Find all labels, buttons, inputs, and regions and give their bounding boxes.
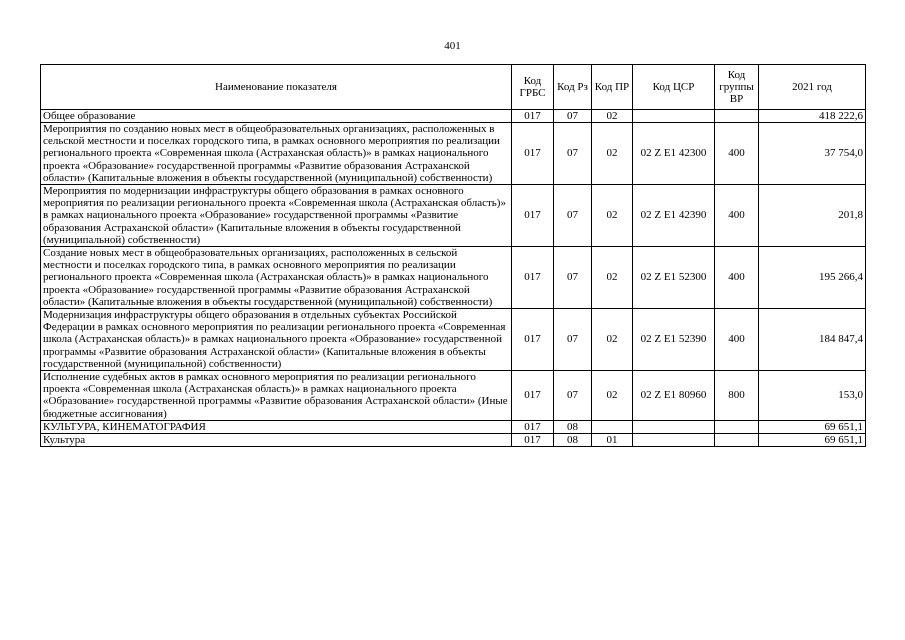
cell-rz: 07 [554, 185, 592, 247]
cell-name: Создание новых мест в общеобразовательных организациях, расположенных в сельской местности и поселках городского типа, в рамках основного мероприятия по реализации регионального проекта «Современная школа (Астраханская область)» в рамках национального проекта «Образование» государственной программы «Развитие образования Астраханской области» (Капитальные вложения в объекты государственной (муниципальной) собственности) [41, 247, 512, 309]
cell-name: КУЛЬТУРА, КИНЕМАТОГРАФИЯ [41, 420, 512, 433]
cell-vr: 400 [715, 185, 759, 247]
table-row [41, 110, 866, 123]
cell-amount: 37 754,0 [759, 123, 866, 185]
cell-amount: 418 222,6 [759, 110, 866, 123]
cell-csr: 02 Z E1 42390 [633, 185, 715, 247]
cell-amount: 153,0 [759, 371, 866, 421]
cell-csr [633, 433, 715, 446]
cell-amount: 195 266,4 [759, 247, 866, 309]
table-row [41, 371, 866, 421]
cell-rz: 07 [554, 123, 592, 185]
table-row [41, 433, 866, 446]
cell-rz: 07 [554, 110, 592, 123]
page-number: 401 [444, 40, 461, 52]
cell-rz: 08 [554, 433, 592, 446]
cell-grbs: 017 [512, 185, 554, 247]
cell-amount: 184 847,4 [759, 309, 866, 371]
cell-csr [633, 110, 715, 123]
table-row [41, 309, 866, 371]
cell-pr: 02 [592, 110, 633, 123]
header-csr: Код ЦСР [633, 65, 715, 110]
table-row [41, 247, 866, 309]
cell-vr [715, 110, 759, 123]
cell-name: Общее образование [41, 110, 512, 123]
cell-csr: 02 Z E1 52300 [633, 247, 715, 309]
cell-csr [633, 420, 715, 433]
table-row [41, 185, 866, 247]
budget-table [40, 64, 866, 447]
cell-grbs: 017 [512, 123, 554, 185]
cell-csr: 02 Z E1 42300 [633, 123, 715, 185]
cell-pr: 01 [592, 433, 633, 446]
cell-vr: 400 [715, 123, 759, 185]
cell-amount: 201,8 [759, 185, 866, 247]
cell-rz: 07 [554, 309, 592, 371]
cell-csr: 02 Z E1 52390 [633, 309, 715, 371]
cell-name: Культура [41, 433, 512, 446]
cell-vr [715, 420, 759, 433]
cell-name: Модернизация инфраструктуры общего образования в отдельных субъектах Российской Федерации в рамках основного мероприятия по реализации регионального проекта «Современная школа (Астраханская область)» в рамках национального проекта «Образование» государственной программы «Развитие образования Астраханской области» (Капитальные вложения в объекты государственной (муниципальной) собственности) [41, 309, 512, 371]
cell-grbs: 017 [512, 309, 554, 371]
cell-grbs: 017 [512, 420, 554, 433]
cell-name: Исполнение судебных актов в рамках основного мероприятия по реализации регионального проекта «Современная школа (Астраханская область)» в рамках национального проекта «Образование» государственной программы «Развитие образования Астраханской области» (Иные бюджетные ассигнования) [41, 371, 512, 421]
header-grbs: Код ГРБС [512, 65, 554, 110]
cell-pr: 02 [592, 309, 633, 371]
cell-pr [592, 420, 633, 433]
cell-grbs: 017 [512, 247, 554, 309]
header-pr: Код ПР [592, 65, 633, 110]
cell-amount: 69 651,1 [759, 420, 866, 433]
header-rz: Код Рз [554, 65, 592, 110]
cell-grbs: 017 [512, 433, 554, 446]
table-header-row [41, 65, 866, 110]
cell-amount: 69 651,1 [759, 433, 866, 446]
table-row [41, 123, 866, 185]
cell-pr: 02 [592, 185, 633, 247]
cell-grbs: 017 [512, 371, 554, 421]
cell-pr: 02 [592, 247, 633, 309]
table-row [41, 420, 866, 433]
header-vr: Код группы ВР [715, 65, 759, 110]
header-year: 2021 год [759, 65, 866, 110]
cell-vr: 800 [715, 371, 759, 421]
cell-name: Мероприятия по созданию новых мест в общеобразовательных организациях, расположенных в сельской местности и поселках городского типа, в рамках основного мероприятия по реализации регионального проекта «Современная школа (Астраханская область)» в рамках национального проекта «Образование» государственной программы «Развитие образования Астраханской области» (Капитальные вложения в объекты государственной (муниципальной) собственности) [41, 123, 512, 185]
cell-vr: 400 [715, 309, 759, 371]
cell-name: Мероприятия по модернизации инфраструктуры общего образования в рамках основного мероприятия по реализации регионального проекта «Современная школа (Астраханская область)» в рамках национального проекта «Образование» государственной программы «Развитие образования Астраханской области» (Капитальные вложения в объекты государственной (муниципальной) собственности) [41, 185, 512, 247]
cell-csr: 02 Z E1 80960 [633, 371, 715, 421]
cell-rz: 07 [554, 371, 592, 421]
header-name: Наименование показателя [41, 65, 512, 110]
cell-grbs: 017 [512, 110, 554, 123]
cell-rz: 07 [554, 247, 592, 309]
cell-rz: 08 [554, 420, 592, 433]
cell-vr: 400 [715, 247, 759, 309]
cell-pr: 02 [592, 371, 633, 421]
cell-vr [715, 433, 759, 446]
cell-pr: 02 [592, 123, 633, 185]
